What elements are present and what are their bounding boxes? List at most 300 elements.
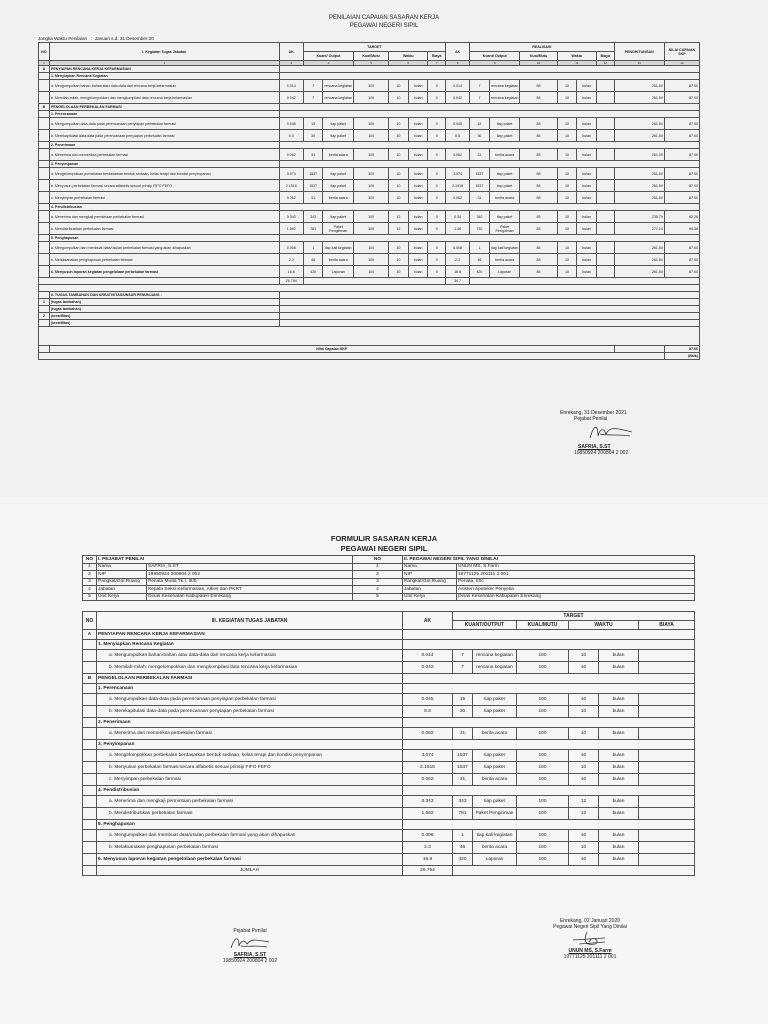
col-ak: AK — [279, 43, 303, 61]
right-value: UNUN MS, S.Farm — [457, 563, 695, 571]
target-time-unit: bulan — [408, 223, 428, 235]
realisasi-quality: 85 — [520, 149, 557, 161]
assessment-period: Jangka Waktu Penilaian : Januari s.d. 31 Desember 20 — [38, 36, 154, 41]
target-time-unit: bulan — [599, 762, 639, 774]
extra-text: (kreatifitas) — [49, 313, 279, 320]
subsection-title: 3. Penyimpanan — [97, 740, 403, 750]
empty-cell — [83, 866, 97, 876]
target-quality: 100 — [517, 706, 569, 718]
target-cost — [639, 796, 695, 808]
right-no: 1 — [353, 563, 403, 571]
empty-cell — [39, 278, 280, 285]
target-time-unit: bulan — [408, 149, 428, 161]
col-t-kual: Kual/Mutu — [354, 52, 389, 61]
target-unit: tiap paket — [323, 168, 354, 180]
realisasi-quality: 85 — [520, 223, 557, 235]
col-r-kual: Kual/Mutu — [520, 52, 557, 61]
target-time: 10 — [569, 706, 599, 718]
realisasi-time: 10 — [557, 180, 577, 192]
empty-cell — [83, 662, 97, 674]
ak-value: 0.042 — [403, 662, 453, 674]
target-cost — [639, 694, 695, 706]
penghitungan-value: 261.00 — [614, 118, 664, 130]
target-quality: 100 — [517, 808, 569, 820]
target-quality: 100 — [354, 223, 389, 235]
empty-cell — [83, 740, 97, 750]
realisasi-ak: 0.34 — [446, 211, 470, 223]
penghitungan-value: 271.14 — [614, 223, 664, 235]
target-unit: Paket Pengiriman — [473, 808, 517, 820]
page2-subtitle: PEGAWAI NEGERI SIPIL — [340, 544, 428, 553]
target-unit: rencana kegiatan — [473, 650, 517, 662]
target-quantity: 31 — [303, 149, 323, 161]
table-row — [39, 149, 700, 161]
table-row — [83, 796, 695, 808]
section-no: B — [83, 674, 97, 684]
realisasi-time-unit: bulan — [577, 211, 597, 223]
left-value: 19850924 200804 2 002 — [147, 571, 353, 579]
activity-name: b. Mendistribusikan perbekalan farmasi — [97, 808, 403, 820]
target-quantity: 343 — [453, 796, 473, 808]
ak-value: 3.074 — [403, 750, 453, 762]
empty-cell — [39, 285, 700, 292]
left-header: I. PEJABAT PENILAI — [97, 556, 353, 564]
target-unit: tiap paket — [323, 180, 354, 192]
realisasi-cost — [596, 223, 614, 235]
activity-name: b. Merekapitulasi data-data pada perencanaan penyiapan perbekalan farmasi — [49, 130, 279, 142]
target-unit: tiap paket — [323, 130, 354, 142]
empty-cell — [83, 830, 97, 842]
column-number: 14 — [664, 61, 699, 66]
empty-cell — [279, 142, 699, 149]
left-field: Jabatan — [97, 586, 147, 594]
target-time: 12 — [569, 796, 599, 808]
empty-cell — [279, 313, 699, 320]
realisasi-time: 10 — [557, 168, 577, 180]
target-cost — [639, 808, 695, 820]
activity-name: 6. Menyusun laporan kegiatan pengelolaan perbekalan farmasi — [49, 266, 279, 278]
table-row — [83, 786, 695, 796]
sign-left-role: Pejabat Penilai — [233, 928, 267, 934]
realisasi-time: 10 — [557, 192, 577, 204]
table-row — [39, 80, 700, 92]
target-quantity: 7 — [303, 92, 323, 104]
table-row — [83, 630, 695, 640]
column-number: 6 — [389, 61, 428, 66]
subsection-title: 4. Pendistribusian — [97, 786, 403, 796]
activity-name: a. Menerima dan memeriksa perbekalan farmasi — [49, 149, 279, 161]
t2-col-waktu: WAKTU — [569, 621, 639, 630]
target-time-unit: bulan — [599, 728, 639, 740]
target-cost: 0 — [428, 80, 446, 92]
realisasi-time-unit: bulan — [577, 242, 597, 254]
empty-cell — [39, 242, 50, 254]
table-row — [83, 808, 695, 820]
col-t-biaya: Biaya — [428, 52, 446, 61]
left-value: Dinas Kesehatan Kabupaten Enrekang — [147, 593, 353, 601]
realisasi-unit: Paket Pengiriman — [489, 223, 520, 235]
target-unit: rencana kegiatan — [323, 92, 354, 104]
realisasi-ak: 0.062 — [446, 192, 470, 204]
realisasi-time-unit: bulan — [577, 80, 597, 92]
target-unit: tiap paket — [473, 694, 517, 706]
target-time: 12 — [389, 211, 409, 223]
empty-cell — [303, 278, 445, 285]
target-time-unit: bulan — [599, 706, 639, 718]
empty-cell — [39, 180, 50, 192]
sign-right-place: Enrekang, 02 Januari 2020 — [559, 918, 621, 924]
target-time: 10 — [389, 254, 409, 266]
empty-cell — [83, 820, 97, 830]
table-row — [39, 180, 700, 192]
ak-value: 2.1518 — [279, 180, 303, 192]
table-row — [39, 211, 700, 223]
empty-cell — [403, 640, 695, 650]
target-time-unit: bulan — [599, 796, 639, 808]
left-no: 3 — [83, 578, 97, 586]
column-number: 2 — [49, 61, 279, 66]
right-field: Pangkat/Gol.Ruang — [403, 578, 457, 586]
target-time: 10 — [389, 192, 409, 204]
table-row — [39, 192, 700, 204]
realisasi-quantity: 1537 — [470, 180, 490, 192]
target-cost: 0 — [428, 168, 446, 180]
realisasi-time: 10 — [557, 130, 577, 142]
realisasi-quantity: 46 — [470, 254, 490, 266]
realisasi-ak: 2.3 — [446, 254, 470, 266]
realisasi-ak: 0.014 — [446, 80, 470, 92]
target-time-unit: bulan — [408, 192, 428, 204]
activity-name: a. Mengumpulkan dan membuat data/usulan perbekalan farmasi yang akan dihapuskan — [97, 830, 403, 842]
target-time: 10 — [569, 830, 599, 842]
realisasi-ak: 1.46 — [446, 223, 470, 235]
empty-cell — [39, 353, 665, 360]
right-value: Dinas Kesehatan Kabupaten Enrekang — [457, 593, 695, 601]
signer-nip: 19850924 200804 2 002 — [574, 450, 629, 456]
penghitungan-value: 261.00 — [614, 92, 664, 104]
realisasi-cost — [596, 130, 614, 142]
table-row — [83, 674, 695, 684]
realisasi-quantity: 1 — [470, 242, 490, 254]
nilai-capaian: 87.00 — [664, 168, 699, 180]
ak-value: 0.014 — [279, 80, 303, 92]
total-row — [39, 278, 700, 285]
realisasi-ak: 16.8 — [446, 266, 470, 278]
target-cost: 0 — [428, 254, 446, 266]
activity-name: a. Mengelompokkan perbekalan berdasarkan bentuk sediaan, kelas terapi dan kondisi penyimpanan — [97, 750, 403, 762]
subsection-title: 5. Penghapusan — [97, 820, 403, 830]
target-time: 10 — [569, 854, 599, 866]
target-cost — [639, 830, 695, 842]
official-row — [83, 578, 695, 586]
nilai-capaian: 87.00 — [664, 192, 699, 204]
table-row — [83, 762, 695, 774]
sign-place-date: Enrekang, 31 Desember 2021 — [560, 410, 627, 416]
table-row — [83, 706, 695, 718]
empty-cell — [83, 808, 97, 820]
ak-value: 0.343 — [279, 211, 303, 223]
realisasi-quality: 85 — [520, 118, 557, 130]
target-quantity: 781 — [453, 808, 473, 820]
target-quantity: 1 — [453, 830, 473, 842]
target-cost — [639, 662, 695, 674]
empty-cell — [39, 118, 50, 130]
right-field: Unit Kerja — [403, 593, 457, 601]
official-row — [83, 593, 695, 601]
sign-role: Pejabat Penilai — [574, 416, 608, 422]
activity-name: c. Menyimpan perbekalan farmasi — [49, 192, 279, 204]
target-cost — [639, 706, 695, 718]
realisasi-cost — [596, 92, 614, 104]
realisasi-unit: tiap paket — [489, 180, 520, 192]
target-quality: 100 — [517, 842, 569, 854]
table-row — [83, 640, 695, 650]
target-time-unit: bulan — [408, 80, 428, 92]
empty-cell — [39, 142, 50, 149]
realisasi-unit: tiap paket — [489, 130, 520, 142]
realisasi-cost — [596, 118, 614, 130]
left-no: 2 — [83, 571, 97, 579]
table-row — [83, 740, 695, 750]
target-unit: tiap paket — [473, 796, 517, 808]
empty-cell — [83, 694, 97, 706]
empty-cell — [403, 820, 695, 830]
activity-name: a. Mengumpulkan data-data pada perencanaan penyiapan perbekalan farmasi — [49, 118, 279, 130]
target-quantity: 7 — [303, 80, 323, 92]
target-quality: 100 — [354, 168, 389, 180]
target-quantity: 31 — [303, 192, 323, 204]
activity-name: b. Merekapitulasi data-data pada perencanaan penyiapan perbekalan farmasi — [97, 706, 403, 718]
target-time: 10 — [569, 762, 599, 774]
col-realisasi: REALISASI — [470, 43, 614, 52]
empty-cell — [279, 235, 699, 242]
target-unit: tiap paket — [323, 118, 354, 130]
total-realisasi-ak: 34.7 — [446, 278, 470, 285]
empty-cell — [39, 211, 50, 223]
subsection-title: 5. Penghapusan — [49, 235, 279, 242]
page1-signature-block — [560, 410, 670, 456]
target-time: 10 — [569, 650, 599, 662]
table-row — [83, 694, 695, 706]
realisasi-cost — [596, 80, 614, 92]
penghitungan-value: 261.00 — [614, 180, 664, 192]
target-time: 10 — [569, 842, 599, 854]
empty-cell — [83, 796, 97, 808]
empty-cell — [83, 762, 97, 774]
target-quantity: 1537 — [303, 168, 323, 180]
target-time-unit: bulan — [408, 180, 428, 192]
target-quality: 100 — [354, 242, 389, 254]
official-row — [83, 571, 695, 579]
col-r-biaya: Biaya — [596, 52, 614, 61]
page2-title: FORMULIR SASARAN KERJA — [330, 534, 438, 543]
empty-cell — [279, 299, 699, 306]
extra-row — [39, 320, 700, 327]
empty-cell — [279, 204, 699, 211]
right-field: Jabatan — [403, 586, 457, 594]
t2-col-kegiatan: III. KEGIATAN TUGAS JABATAN — [97, 612, 403, 630]
realisasi-time: 10 — [557, 254, 577, 266]
realisasi-quality: 85 — [520, 130, 557, 142]
empty-cell — [403, 740, 695, 750]
empty-cell — [279, 292, 699, 299]
page2-left-signature — [200, 928, 300, 964]
nilai-capaian: 87.00 — [664, 180, 699, 192]
target-quantity: 781 — [303, 223, 323, 235]
realisasi-ak: 0.042 — [446, 92, 470, 104]
section-title: PENGELOLAAN PERBEKALAN FARMASI — [49, 104, 279, 111]
target-time-unit: bulan — [408, 130, 428, 142]
penghitungan-value: 261.00 — [614, 80, 664, 92]
target-unit: tiap paket — [473, 706, 517, 718]
right-field: NIP — [403, 571, 457, 579]
realisasi-unit: tiap kali kegiatan — [489, 242, 520, 254]
right-field: Nama — [403, 563, 457, 571]
table-row — [39, 118, 700, 130]
empty-cell — [403, 684, 695, 694]
realisasi-quality: 85 — [520, 192, 557, 204]
target-cost: 0 — [428, 149, 446, 161]
realisasi-quality: 85 — [520, 242, 557, 254]
empty-cell — [470, 278, 700, 285]
realisasi-quality: 85 — [520, 180, 557, 192]
table-row — [39, 235, 700, 242]
target-time: 10 — [569, 728, 599, 740]
activity-name: b. Menyusun perbekalan farmasi secara alfabetis sesuai prinsip FIFO FEFO — [97, 762, 403, 774]
target-unit: berita acara — [323, 254, 354, 266]
ak-value: 1.562 — [279, 223, 303, 235]
target-cost — [639, 842, 695, 854]
nilai-capaian: 87.00 — [664, 149, 699, 161]
right-no: 5 — [353, 593, 403, 601]
col-no: NO — [39, 43, 50, 61]
empty-cell — [39, 254, 50, 266]
extra-no: 1 — [39, 299, 50, 306]
target-quantity: 15 — [453, 694, 473, 706]
ak-value: 0.062 — [403, 774, 453, 786]
target-unit: tiap paket — [473, 750, 517, 762]
total-ak: 26.764 — [279, 278, 303, 285]
jumlah-value: 26.764 — [403, 866, 453, 876]
left-field: Nama — [97, 563, 147, 571]
col-t-waktu: Waktu — [389, 52, 428, 61]
realisasi-time-unit: bulan — [577, 118, 597, 130]
target-time: 10 — [389, 168, 409, 180]
column-number: 4 — [303, 61, 353, 66]
empty-cell — [83, 842, 97, 854]
column-number: 11 — [557, 61, 596, 66]
target-unit: Laporan — [473, 854, 517, 866]
t2-col-ak: AK — [403, 612, 453, 630]
table-row — [39, 204, 700, 211]
realisasi-quality: 85 — [520, 254, 557, 266]
empty-cell — [39, 346, 50, 353]
target-quantity: 30 — [303, 130, 323, 142]
empty-cell — [39, 149, 50, 161]
nilai-capaian: 87.00 — [664, 80, 699, 92]
assessment-table — [38, 42, 700, 360]
left-field: NIP — [97, 571, 147, 579]
empty-cell — [39, 111, 50, 118]
target-unit: berita acara — [473, 842, 517, 854]
realisasi-time-unit: bulan — [577, 192, 597, 204]
extra-no — [39, 320, 50, 327]
nilai-value: 87.66 — [664, 346, 699, 353]
table-row — [83, 662, 695, 674]
realisasi-quality: 85 — [520, 168, 557, 180]
target-quality: 100 — [354, 92, 389, 104]
target-time: 10 — [389, 180, 409, 192]
penghitungan-value: 261.00 — [614, 192, 664, 204]
sign-left-nip: 19850924 200804 2 002 — [222, 958, 278, 964]
realisasi-time-unit: bulan — [577, 130, 597, 142]
subsection-title: 4. Pendistribusian — [49, 204, 279, 211]
col-nilai: NILAI CAPAIAN SKP — [664, 43, 699, 61]
activity-name: a. Mengumpulkan bahan-bahan atau data-data dari rencana kerja kefarmasian — [49, 80, 279, 92]
ak-value: 0.014 — [403, 650, 453, 662]
extra-row — [39, 313, 700, 320]
target-unit: tiap paket — [473, 762, 517, 774]
signer-name: SAFRIA, S.ST — [578, 444, 611, 450]
target-cost: 0 — [428, 266, 446, 278]
target-time-unit: bulan — [408, 266, 428, 278]
period-label: Jangka Waktu Penilaian — [38, 36, 88, 41]
target-unit: tiap kali kegiatan — [473, 830, 517, 842]
target-cost — [639, 650, 695, 662]
empty-cell — [279, 320, 699, 327]
column-number: 1 — [39, 61, 50, 66]
right-no: 3 — [353, 578, 403, 586]
target-quality: 100 — [517, 728, 569, 740]
target-unit: tiap kali kegiatan — [323, 242, 354, 254]
target-quality: 100 — [354, 118, 389, 130]
empty-cell — [83, 750, 97, 762]
ak-value: 0.045 — [279, 118, 303, 130]
target-quantity: 30 — [453, 706, 473, 718]
target-time-unit: bulan — [408, 242, 428, 254]
section-no: A — [39, 66, 50, 73]
realisasi-time-unit: bulan — [577, 223, 597, 235]
table-row — [39, 66, 700, 73]
realisasi-ak: 0.008 — [446, 242, 470, 254]
target-quality: 100 — [354, 192, 389, 204]
ak-value: 2.3 — [403, 842, 453, 854]
subsection-title: 1. Perencanaan — [97, 684, 403, 694]
penghitungan-value: 261.00 — [614, 254, 664, 266]
target-quality: 100 — [354, 180, 389, 192]
extra-text: (kreatifitas) — [49, 320, 279, 327]
target-quality: 100 — [517, 854, 569, 866]
empty-cell — [279, 306, 699, 313]
extra-text: (tugas tambahan) — [49, 299, 279, 306]
section-no: A — [83, 630, 97, 640]
realisasi-cost — [596, 180, 614, 192]
target-time-unit: bulan — [599, 662, 639, 674]
empty-cell — [39, 80, 50, 92]
target-time: 12 — [389, 223, 409, 235]
target-time-unit: bulan — [599, 842, 639, 854]
realisasi-cost — [596, 254, 614, 266]
realisasi-quantity: 730 — [470, 223, 490, 235]
target-quantity: 1537 — [303, 180, 323, 192]
nilai-row — [39, 346, 700, 353]
target-quality: 100 — [354, 254, 389, 266]
target-quantity: 1537 — [453, 762, 473, 774]
section-title: PENYIAPAN RENCANA KERJA KEFARMASIAN — [97, 630, 403, 640]
column-number: 9 — [470, 61, 520, 66]
empty-cell — [39, 266, 50, 278]
target-time: 10 — [389, 130, 409, 142]
